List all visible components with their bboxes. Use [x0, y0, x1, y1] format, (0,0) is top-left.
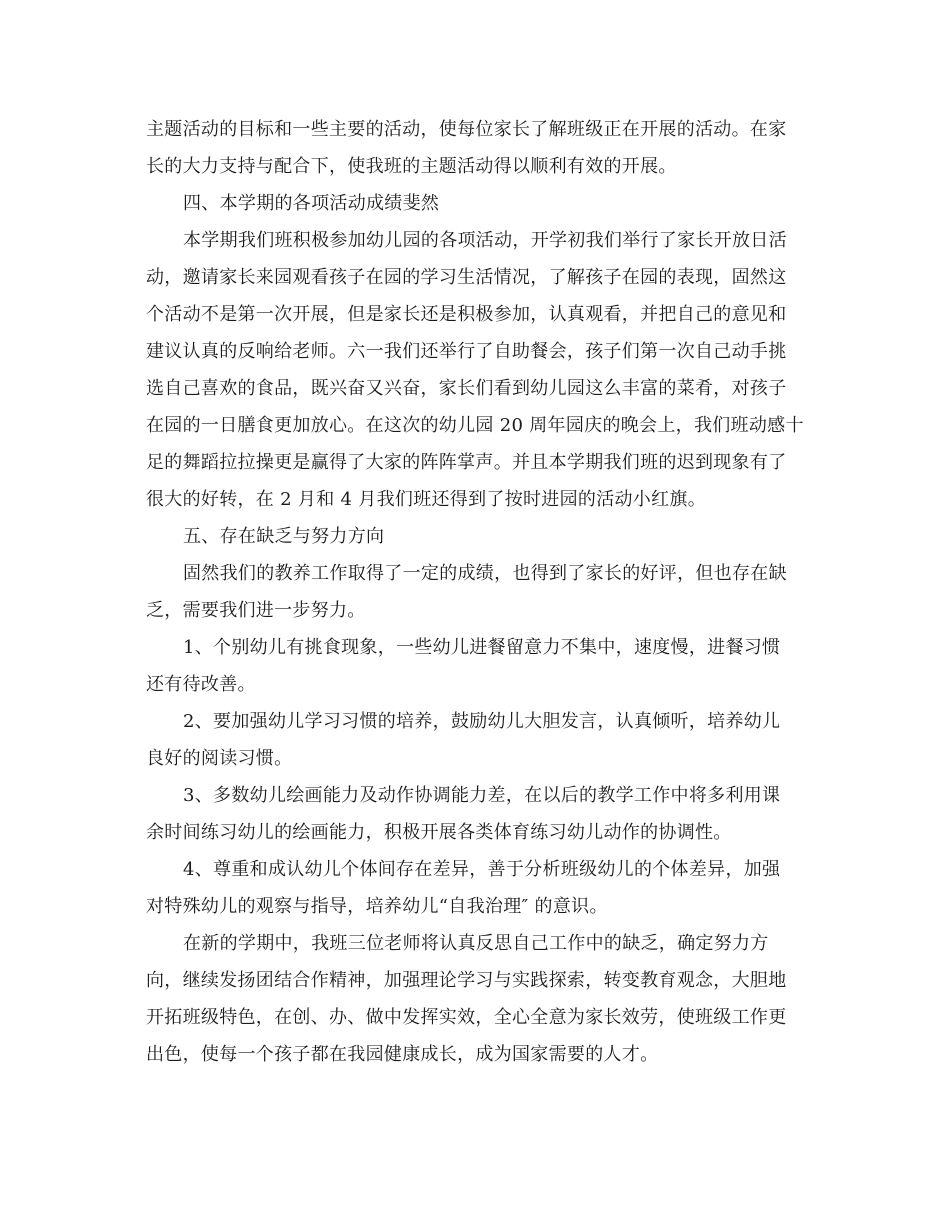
text-line: 个活动不是第一次开展，但是家长还是积极参加，认真观看，并把自己的意见和 — [146, 304, 787, 325]
text-line: 向，继续发扬团结合作精神，加强理论学习与实践探索，转变教育观念，大胆地 — [146, 970, 787, 991]
list-item-line: 余时间练习幼儿的绘画能力，积极开展各类体育练习幼儿动作的协调性。 — [146, 822, 732, 843]
text-line: 建议认真的反响给老师。六一我们还举行了自助餐会，孩子们第一次自己动手挑 — [146, 341, 787, 362]
text-line: 开拓班级特色，在创、办、做中发挥实效，全心全意为家长效劳，使班级工作更 — [146, 1007, 787, 1028]
section-heading: 五、存在缺乏与努力方向 — [183, 526, 385, 547]
text-line: 本学期我们班积极参加幼儿园的各项活动，开学初我们举行了家长开放日活 — [183, 230, 787, 251]
list-item-line: 还有待改善。 — [146, 674, 256, 695]
text-line: 在园的一日膳食更加放心。在这次的幼儿园 20 周年园庆的晚会上，我们班动感十 — [146, 415, 804, 436]
text-line: 固然我们的教养工作取得了一定的成绩，也得到了家长的好评，但也存在缺 — [183, 563, 787, 584]
list-item-line: 对特殊幼儿的观察与指导，培养幼儿“自我治理″ 的意识。 — [146, 896, 608, 917]
text-line: 在新的学期中，我班三位老师将认真反思自己工作中的缺乏，确定努力方 — [183, 933, 769, 954]
text-line: 动，邀请家长来园观看孩子在园的学习生活情况，了解孩子在园的表现，固然这 — [146, 267, 787, 288]
text-line: 很大的好转，在 2 月和 4 月我们班还得到了按时进园的活动小红旗。 — [146, 489, 706, 510]
list-item-line: 4、尊重和成认幼儿个体间存在差异，善于分析班级幼儿的个体差异，加强 — [183, 859, 781, 880]
section-heading: 四、本学期的各项活动成绩斐然 — [183, 193, 440, 214]
text-line: 足的舞蹈拉拉操更是赢得了大家的阵阵掌声。并且本学期我们班的迟到现象有了 — [146, 452, 787, 473]
list-item-line: 3、多数幼儿绘画能力及动作协调能力差，在以后的教学工作中将多利用课 — [183, 785, 781, 806]
text-line: 长的大力支持与配合下，使我班的主题活动得以顺利有效的开展。 — [146, 156, 677, 177]
text-line: 选自己喜欢的食品，既兴奋又兴奋，家长们看到幼儿园这么丰富的菜肴，对孩子 — [146, 378, 787, 399]
text-line: 出色，使每一个孩子都在我园健康成长，成为国家需要的人才。 — [146, 1044, 659, 1065]
list-item-line: 2、要加强幼儿学习习惯的培养，鼓励幼儿大胆发言，认真倾听，培养幼儿 — [183, 711, 781, 732]
list-item-line: 良好的阅读习惯。 — [146, 748, 293, 769]
text-line: 乏，需要我们进一步努力。 — [146, 600, 366, 621]
list-item-line: 1、个别幼儿有挑食现象，一些幼儿进餐留意力不集中，速度慢，进餐习惯 — [183, 637, 781, 658]
text-line: 主题活动的目标和一些主要的活动，使每位家长了解班级正在开展的活动。在家 — [146, 119, 787, 140]
